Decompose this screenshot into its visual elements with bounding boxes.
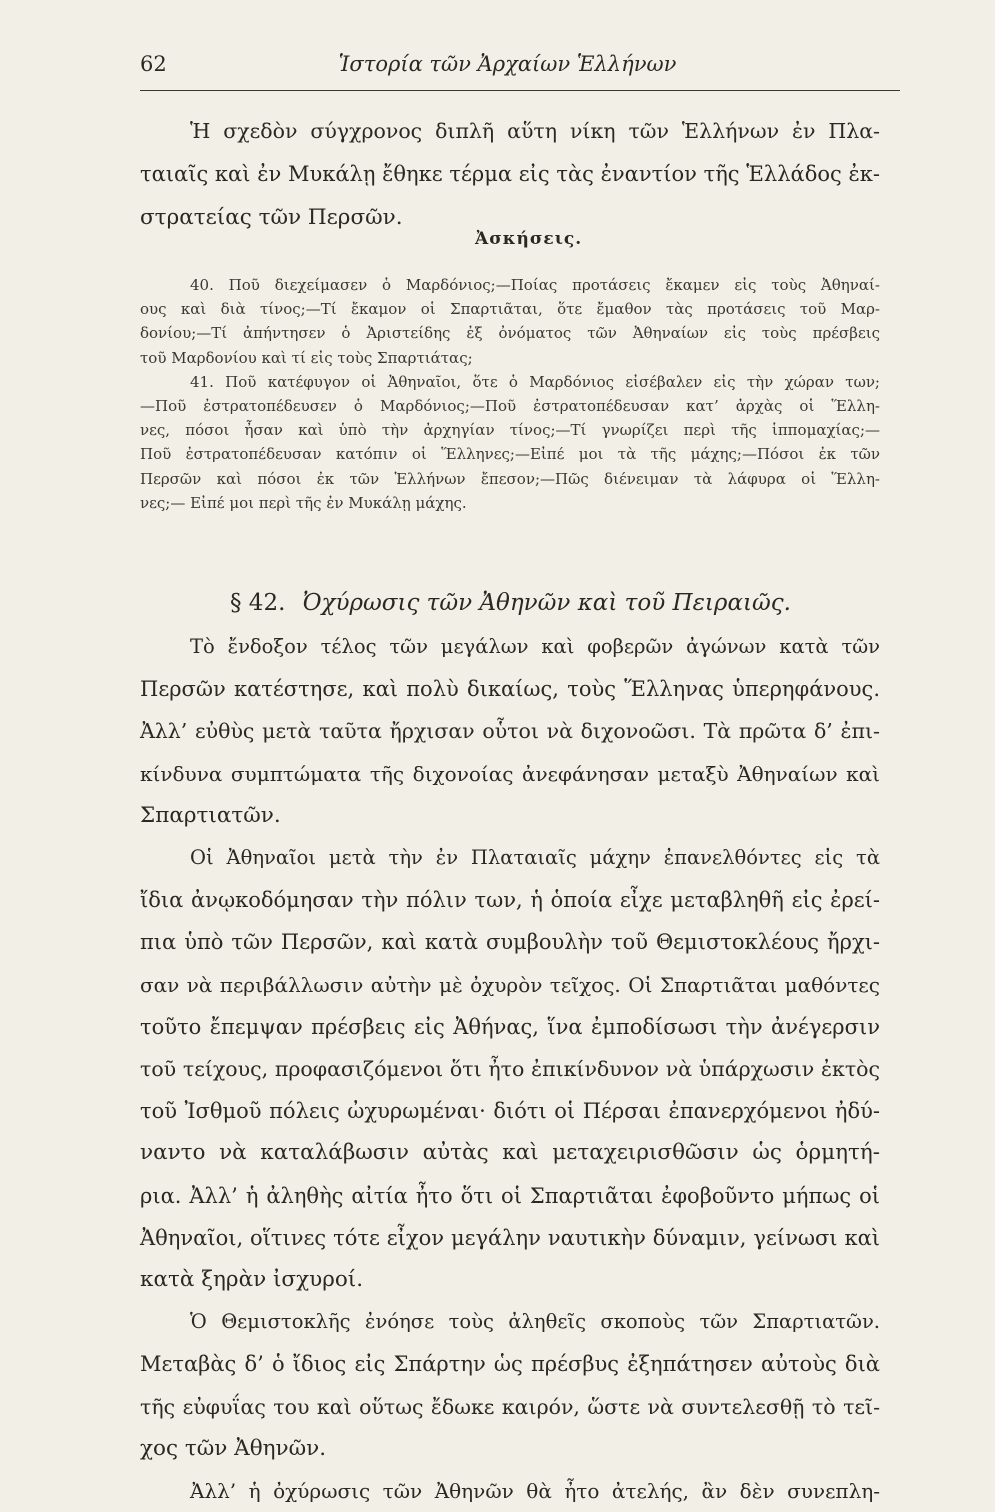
text-line: ἴδια ἀνῳκοδόμησαν τὴν πόλιν των, ἡ ὁποία εἶχε μεταβληθῆ εἰς ἐρεί- [140, 888, 880, 913]
exercise-line: τοῦ Μαρδονίου καὶ τί εἰς τοὺς Σπαρτιάτας; [140, 348, 473, 367]
text-line: Ἀλλ’ ἡ ὀχύρωσις τῶν Ἀθηνῶν θὰ ἦτο ἀτελής, ἂν δὲν συνεπλη- [190, 1479, 880, 1504]
text-line: Σπαρτιατῶν. [140, 802, 281, 828]
header-rule [140, 90, 900, 91]
text-line: Τὸ ἔνδοξον τέλος τῶν μεγάλων καὶ φοβερῶν ἀγώνων κατὰ τῶν [190, 635, 880, 658]
text-line: στρατείας τῶν Περσῶν. [140, 205, 403, 230]
exercise-line: δονίου;—Τί ἀπήντησεν ὁ Ἀριστείδης ἐξ ὀνόματος τῶν Ἀθηναίων εἰς τοὺς πρέσβεις [140, 324, 880, 343]
exercise-line: 40. Ποῦ διεχείμασεν ὁ Μαρδόνιος;—Ποίας προτάσεις ἔκαμεν εἰς τοὺς Ἀθηναί- [190, 276, 880, 294]
running-title: Ἱστορία τῶν Ἀρχαίων Ἑλλήνων [338, 52, 677, 76]
exercise-line: Ποῦ ἐστρατοπέδευσαν κατόπιν οἱ Ἕλληνες;—Εἰπέ μοι τὰ τῆς μάχης;—Πόσοι ἐκ τῶν [140, 445, 880, 464]
exercise-line: νες, πόσοι ἦσαν καὶ ὑπὸ τὴν ἀρχηγίαν τίνος;—Τί γνωρίζει περὶ τῆς ἱππομαχίας;— [140, 421, 880, 440]
text-line: ρια. Ἀλλ’ ἡ ἀληθὴς αἰτία ἦτο ὅτι οἱ Σπαρτιᾶται ἐφοβοῦντο μήπως οἱ [140, 1183, 880, 1208]
text-line: Ἀθηναῖοι, οἵτινες τότε εἶχον μεγάλην ναυτικὴν δύναμιν, γείνωσι καὶ [140, 1225, 880, 1250]
text-line: τοῦ Ἰσθμοῦ πόλεις ὠχυρωμέναι· διότι οἱ Πέρσαι ἐπανερχόμενοι ἠδύ- [140, 1099, 880, 1124]
text-line: Περσῶν κατέστησε, καὶ πολὺ δικαίως, τοὺς Ἕλληνας ὑπερηφάνους. [140, 677, 880, 702]
exercise-line: νες;— Εἰπέ μοι περὶ τῆς ἐν Μυκάλῃ μάχης. [140, 493, 467, 512]
page-header [140, 52, 875, 88]
text-line: Μεταβὰς δ’ ὁ ἴδιος εἰς Σπάρτην ὡς πρέσβυς ἐξηπάτησεν αὐτοὺς διὰ [140, 1352, 880, 1377]
text-line: ναντο νὰ καταλάβωσιν αὐτὰς καὶ μεταχειρισθῶσιν ὡς ὁρμητή- [140, 1140, 880, 1166]
intro-paragraph [140, 110, 880, 239]
text-line: κατὰ ξηρὰν ἰσχυροί. [140, 1267, 364, 1293]
page-number: 62 [140, 52, 167, 76]
section-heading [230, 590, 791, 616]
text-line: Οἱ Ἀθηναῖοι μετὰ τὴν ἐν Πλαταιαῖς μάχην ἐπανελθόντες εἰς τὰ [190, 846, 880, 870]
exercise-line: —Ποῦ ἐστρατοπέδευσεν ὁ Μαρδόνιος;—Ποῦ ἐστρατοπέδευσαν κατ’ ἀρχὰς οἱ Ἕλλη- [140, 397, 880, 416]
exercises-block [140, 273, 880, 515]
text-line: τῆς εὐφυΐας του καὶ οὕτως ἔδωκε καιρόν, ὥστε νὰ συντελεσθῇ τὸ τεῖ- [140, 1394, 880, 1419]
exercises-heading: Ἀσκήσεις. [475, 229, 583, 249]
text-line: σαν νὰ περιβάλλωσιν αὐτὴν μὲ ὀχυρὸν τεῖχος. Οἱ Σπαρτιᾶται μαθόντες [140, 972, 880, 997]
text-line: Ἀλλ’ εὐθὺς μετὰ ταῦτα ἤρχισαν οὗτοι νὰ διχονοῶσι. Τὰ πρῶτα δ’ ἐπι- [140, 719, 880, 744]
text-line: Ὁ Θεμιστοκλῆς ἐνόησε τοὺς ἀληθεῖς σκοποὺς τῶν Σπαρτιατῶν. [190, 1310, 880, 1334]
exercise-line: Περσῶν καὶ πόσοι ἐκ τῶν Ἑλλήνων ἔπεσον;—Πῶς διένειμαν τὰ λάφυρα οἱ Ἕλλη- [140, 469, 880, 488]
text-line: τοῦτο ἔπεμψαν πρέσβεις εἰς Ἀθήνας, ἵνα ἐμποδίσωσι τὴν ἀνέγερσιν [140, 1014, 880, 1039]
body-text [140, 626, 880, 1512]
section-title: Ὀχύρωσις τῶν Ἀθηνῶν καὶ τοῦ Πειραιῶς. [302, 590, 791, 616]
text-line: ταιαῖς καὶ ἐν Μυκάλῃ ἔθηκε τέρμα εἰς τὰς ἐναντίον τῆς Ἑλλάδος ἐκ- [140, 162, 880, 186]
text-line: χος τῶν Ἀθηνῶν. [140, 1435, 327, 1461]
text-line: Ἡ σχεδὸν σύγχρονος διπλῆ αὕτη νίκη τῶν Ἑλλήνων ἐν Πλα- [190, 119, 880, 143]
exercise-line: 41. Ποῦ κατέφυγον οἱ Ἀθηναῖοι, ὅτε ὁ Μαρδόνιος εἰσέβαλεν εἰς τὴν χώραν των; [190, 372, 880, 391]
text-line: τοῦ τείχους, προφασιζόμενοι ὅτι ἦτο ἐπικίνδυνον νὰ ὑπάρχωσιν ἐκτὸς [140, 1057, 880, 1082]
text-line: πια ὑπὸ τῶν Περσῶν, καὶ κατὰ συμβουλὴν τοῦ Θεμιστοκλέους ἤρχι- [140, 930, 880, 955]
text-line: κίνδυνα συμπτώματα τῆς διχονοίας ἀνεφάνησαν μεταξὺ Ἀθηναίων καὶ [140, 761, 880, 786]
section-number: § 42. [230, 590, 286, 616]
exercise-line: ους καὶ διὰ τίνος;—Τί ἔκαμον οἱ Σπαρτιᾶται, ὅτε ἔμαθον τὰς προτάσεις τοῦ Μαρ- [140, 300, 880, 319]
